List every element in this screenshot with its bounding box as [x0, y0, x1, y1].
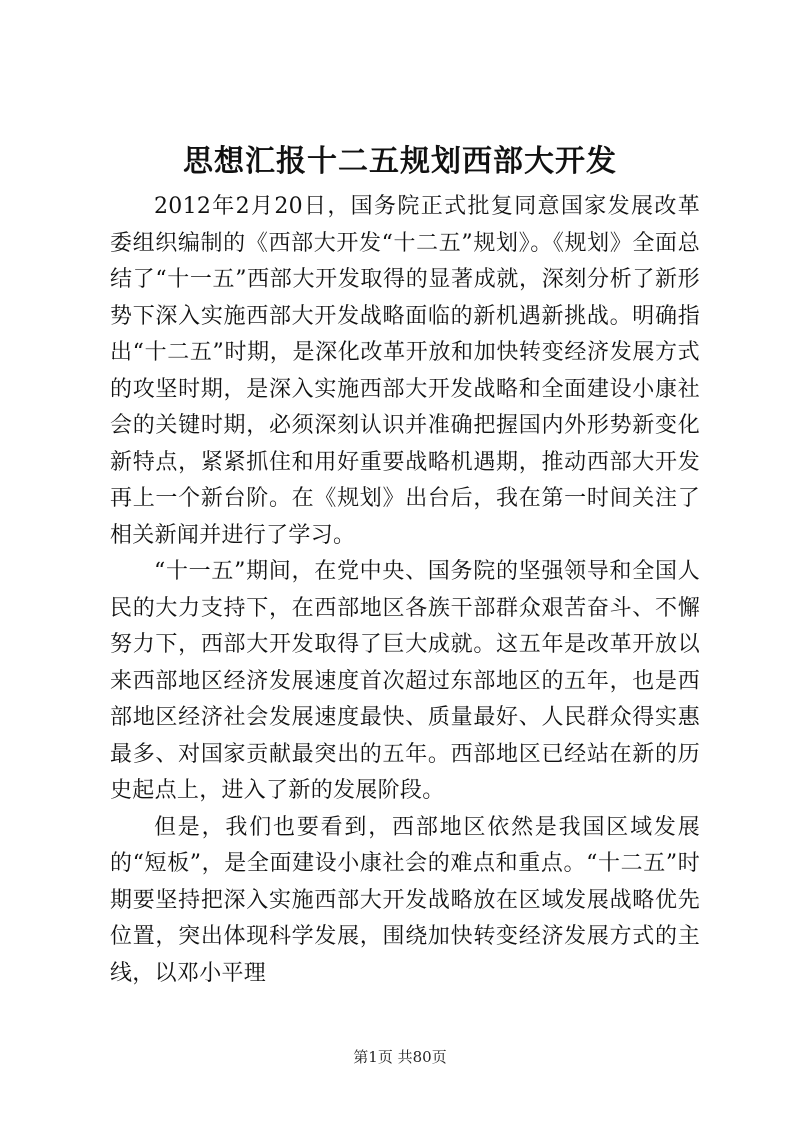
- document-title: 思想汇报十二五规划西部大开发: [183, 144, 617, 179]
- paragraph: 2012年2月20日，国务院正式批复同意国家发展改革委组织编制的《西部大开发“十二五”规划》。《规划》全面总结了“十一五”西部大开发取得的显著成就，深刻分析了新形势下深入实施西部大开发战略面临的新机遇新挑战。明确指出“十二五”时期，是深化改革开放和加快转变经济发展方式的攻坚时期，是深入实施西部大开发战略和全面建设小康社会的关键时期，必须深刻认识并准确把握国内外形势新变化新特点，紧紧抓住和用好重要战略机遇期，推动西部大开发再上一个新台阶。在《规划》出台后，我在第一时间关注了相关新闻并进行了学习。: [110, 194, 700, 548]
- paragraph: “十一五”期间，在党中央、国务院的坚强领导和全国人民的大力支持下，在西部地区各族干部群众艰苦奋斗、不懈努力下，西部大开发取得了巨大成就。这五年是改革开放以来西部地区经济发展速度首次超过东部地区的五年，也是西部地区经济社会发展速度最快、质量最好、人民群众得实惠最多、对国家贡献最突出的五年。西部地区已经站在新的历史起点上，进入了新的发展阶段。: [110, 559, 700, 803]
- page-number-footer: 第1页 共80页: [353, 1048, 447, 1066]
- document-body: [110, 189, 700, 992]
- paragraph: 但是，我们也要看到，西部地区依然是我国区域发展的“短板”，是全面建设小康社会的难点和重点。“十二五”时期要坚持把深入实施西部大开发战略放在区域发展战略优先位置，突出体现科学发展，围绕加快转变经济发展方式的主线，以邓小平理: [110, 814, 700, 986]
